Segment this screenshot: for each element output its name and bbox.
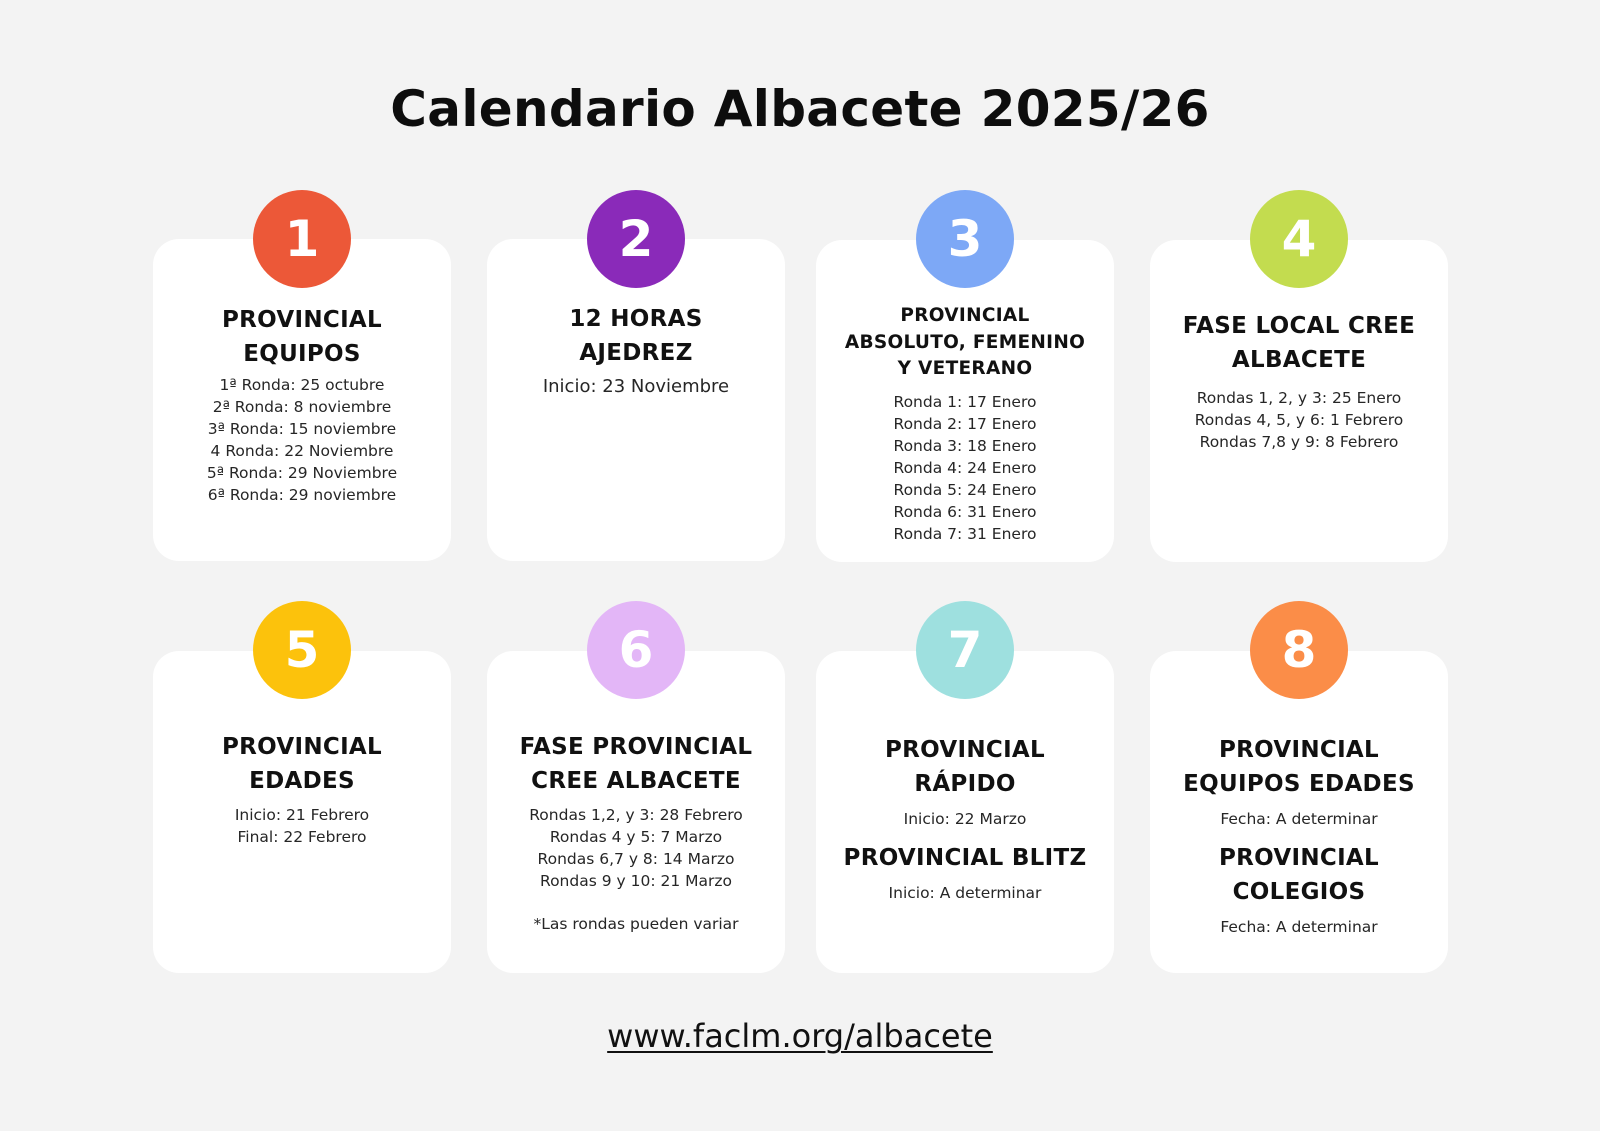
- card-3-heading-line: ABSOLUTO, FEMENINO: [844, 331, 1086, 353]
- card-number-badge-7: 7: [916, 601, 1014, 699]
- card-2-content: [487, 302, 785, 399]
- card-5-heading: [153, 730, 451, 798]
- date-line: 1ª Ronda: 25 octubre: [219, 376, 385, 394]
- date-line: Ronda 3: 18 Enero: [893, 436, 1037, 455]
- card-2-heading: [487, 302, 785, 370]
- card-8-heading-colegios: [1150, 841, 1448, 909]
- card-7-dates-rapido: [816, 808, 1114, 830]
- card-1-heading: [153, 303, 451, 371]
- date-line: Inicio: 23 Noviembre: [542, 376, 730, 397]
- card-6-dates: [487, 804, 785, 892]
- card-7-heading-line: PROVINCIAL: [884, 737, 1045, 763]
- card-1-heading-line: EQUIPOS: [243, 341, 361, 367]
- date-line: Rondas 7,8 y 9: 8 Febrero: [1199, 433, 1399, 451]
- date-line: Ronda 5: 24 Enero: [893, 480, 1037, 499]
- date-line: Ronda 7: 31 Enero: [893, 524, 1037, 543]
- card-8-dates-equipos-edades: [1150, 808, 1448, 830]
- card-7-heading-rapido: [816, 733, 1114, 801]
- card-8-heading-line: EQUIPOS EDADES: [1183, 771, 1415, 797]
- card-3-heading-line: Y VETERANO: [897, 358, 1033, 379]
- card-number-badge-8: 8: [1250, 601, 1348, 699]
- date-line: Inicio: 22 Marzo: [903, 810, 1027, 828]
- date-line: Fecha: A determinar: [1220, 918, 1378, 936]
- card-7-dates-blitz: [816, 882, 1114, 904]
- card-3-heading-line: PROVINCIAL: [900, 305, 1030, 326]
- page-title: Calendario Albacete 2025/26: [390, 80, 1210, 138]
- date-line: Rondas 4 y 5: 7 Marzo: [549, 828, 723, 846]
- date-line: 3ª Ronda: 15 noviembre: [207, 420, 397, 438]
- card-8-heading-line: PROVINCIAL: [1218, 845, 1379, 871]
- date-line: Ronda 6: 31 Enero: [893, 502, 1037, 521]
- card-number-badge-4: 4: [1250, 190, 1348, 288]
- card-6-heading-line: CREE ALBACETE: [531, 768, 741, 794]
- website-link[interactable]: www.faclm.org/albacete: [607, 1017, 993, 1055]
- card-4-content: [1150, 309, 1448, 453]
- card-5-heading-line: EDADES: [249, 768, 355, 794]
- card-1-heading-line: PROVINCIAL: [221, 307, 382, 333]
- date-line: Rondas 4, 5, y 6: 1 Febrero: [1194, 411, 1404, 429]
- date-line: 5ª Ronda: 29 Noviembre: [206, 464, 398, 482]
- date-line: Ronda 2: 17 Enero: [893, 414, 1037, 433]
- card-2-heading-line: 12 HORAS: [569, 306, 703, 332]
- card-7-heading-blitz: [816, 841, 1114, 875]
- date-line: Ronda 1: 17 Enero: [893, 392, 1037, 411]
- card-number-badge-6: 6: [587, 601, 685, 699]
- card-4-heading: [1150, 309, 1448, 377]
- date-line: Final: 22 Febrero: [237, 828, 367, 846]
- card-4-dates: [1150, 387, 1448, 453]
- card-5-dates: [153, 804, 451, 848]
- card-6-note: *Las rondas pueden variar: [533, 915, 739, 933]
- card-7-heading-line: RÁPIDO: [914, 771, 1016, 797]
- card-7-heading-line: PROVINCIAL BLITZ: [843, 845, 1087, 871]
- website-link-wrapper: [0, 1014, 1600, 1058]
- card-number-badge-1: 1: [253, 190, 351, 288]
- date-line: Inicio: A determinar: [888, 884, 1042, 902]
- card-8-heading-line: COLEGIOS: [1232, 879, 1366, 905]
- card-5-heading-line: PROVINCIAL: [221, 734, 382, 760]
- card-number-badge-3: 3: [916, 190, 1014, 288]
- card-1-dates: [153, 374, 451, 506]
- card-4-heading-line: FASE LOCAL CREE: [1182, 313, 1416, 339]
- card-3-heading: [816, 303, 1114, 383]
- card-8-dates-colegios: [1150, 916, 1448, 938]
- date-line: Rondas 1,2, y 3: 28 Febrero: [529, 806, 743, 824]
- date-line: Rondas 9 y 10: 21 Marzo: [540, 872, 732, 890]
- card-8-heading-equipos-edades: [1150, 733, 1448, 801]
- date-line: 4 Ronda: 22 Noviembre: [210, 442, 394, 460]
- card-6-heading-line: FASE PROVINCIAL: [519, 734, 753, 760]
- card-5-content: [153, 730, 451, 848]
- card-7-content: [816, 733, 1114, 904]
- card-3-content: [816, 303, 1114, 545]
- date-line: 6ª Ronda: 29 noviembre: [207, 486, 397, 504]
- date-line: Ronda 4: 24 Enero: [893, 458, 1037, 477]
- card-3-dates: [816, 391, 1114, 545]
- card-8-content: [1150, 733, 1448, 938]
- date-line: Rondas 1, 2, y 3: 25 Enero: [1196, 389, 1402, 407]
- card-4-heading-line: ALBACETE: [1231, 347, 1367, 373]
- card-number-badge-2: 2: [587, 190, 685, 288]
- date-line: Fecha: A determinar: [1220, 810, 1378, 828]
- date-line: 2ª Ronda: 8 noviembre: [212, 398, 392, 416]
- date-line: Rondas 6,7 y 8: 14 Marzo: [537, 850, 735, 868]
- card-6-content: [487, 730, 785, 935]
- card-2-dates: [487, 375, 785, 399]
- card-1-content: [153, 303, 451, 506]
- card-8-heading-line: PROVINCIAL: [1218, 737, 1379, 763]
- card-6-heading: [487, 730, 785, 798]
- date-line: Inicio: 21 Febrero: [234, 806, 370, 824]
- card-2-heading-line: AJEDREZ: [579, 340, 693, 366]
- card-number-badge-5: 5: [253, 601, 351, 699]
